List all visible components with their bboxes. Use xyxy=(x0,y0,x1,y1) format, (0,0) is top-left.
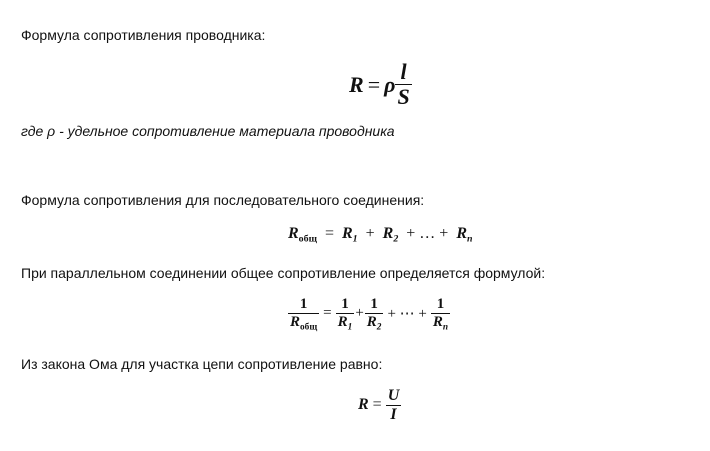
heading-ohms-law: Из закона Ома для участка цепи сопротивление равно: xyxy=(21,356,383,372)
ellipsis-sum: + ⋯ + xyxy=(387,305,427,322)
ellipsis-sum: + … + xyxy=(406,225,449,242)
formula-equals: = xyxy=(367,71,381,97)
heading-parallel-connection: При параллельном соединении общее сопротивление определяется формулой: xyxy=(21,265,546,281)
fraction-denominator: S xyxy=(397,84,410,110)
fraction-denominator: I xyxy=(390,405,397,423)
formula-parallel xyxy=(288,296,450,330)
fraction-r2: $\frac{1}{R_2}$ xyxy=(366,296,382,332)
term-rn: $R_n$ xyxy=(456,225,473,245)
plus-sign: + xyxy=(365,225,375,242)
formula-lhs: $R_{общ}$ xyxy=(288,225,317,245)
formula-lhs: R xyxy=(358,396,369,414)
term-r1: $R_1$ xyxy=(341,225,358,245)
term-r2: $R_2$ xyxy=(382,225,399,245)
formula-rho: ρ xyxy=(384,71,396,97)
fraction-rn: $\frac{1}{R_n}$ xyxy=(432,296,449,332)
rho-definition-note: где ρ - удельное сопротивление материала проводника xyxy=(21,123,395,139)
fraction-r1: $\frac{1}{R_1}$ xyxy=(337,296,353,332)
formula-equals: = xyxy=(323,304,332,321)
fraction-total: $\frac{1}{R_{общ}}$ xyxy=(290,296,318,332)
fraction-numerator: l xyxy=(400,59,407,84)
formula-fraction xyxy=(386,387,402,423)
plus-sign: + xyxy=(355,304,364,321)
fraction-numerator: U xyxy=(387,387,400,404)
formula-conductor-resistance xyxy=(349,60,412,109)
formula-fraction xyxy=(395,60,411,109)
formula-lhs: R xyxy=(349,71,364,97)
formula-ohms-law xyxy=(358,387,401,423)
formula-series xyxy=(288,225,473,243)
formula-equals: = xyxy=(324,225,334,242)
heading-conductor-resistance: Формула сопротивления проводника: xyxy=(21,27,266,43)
formula-equals: = xyxy=(372,396,382,414)
heading-series-connection: Формула сопротивления для последовательного соединения: xyxy=(21,192,425,208)
